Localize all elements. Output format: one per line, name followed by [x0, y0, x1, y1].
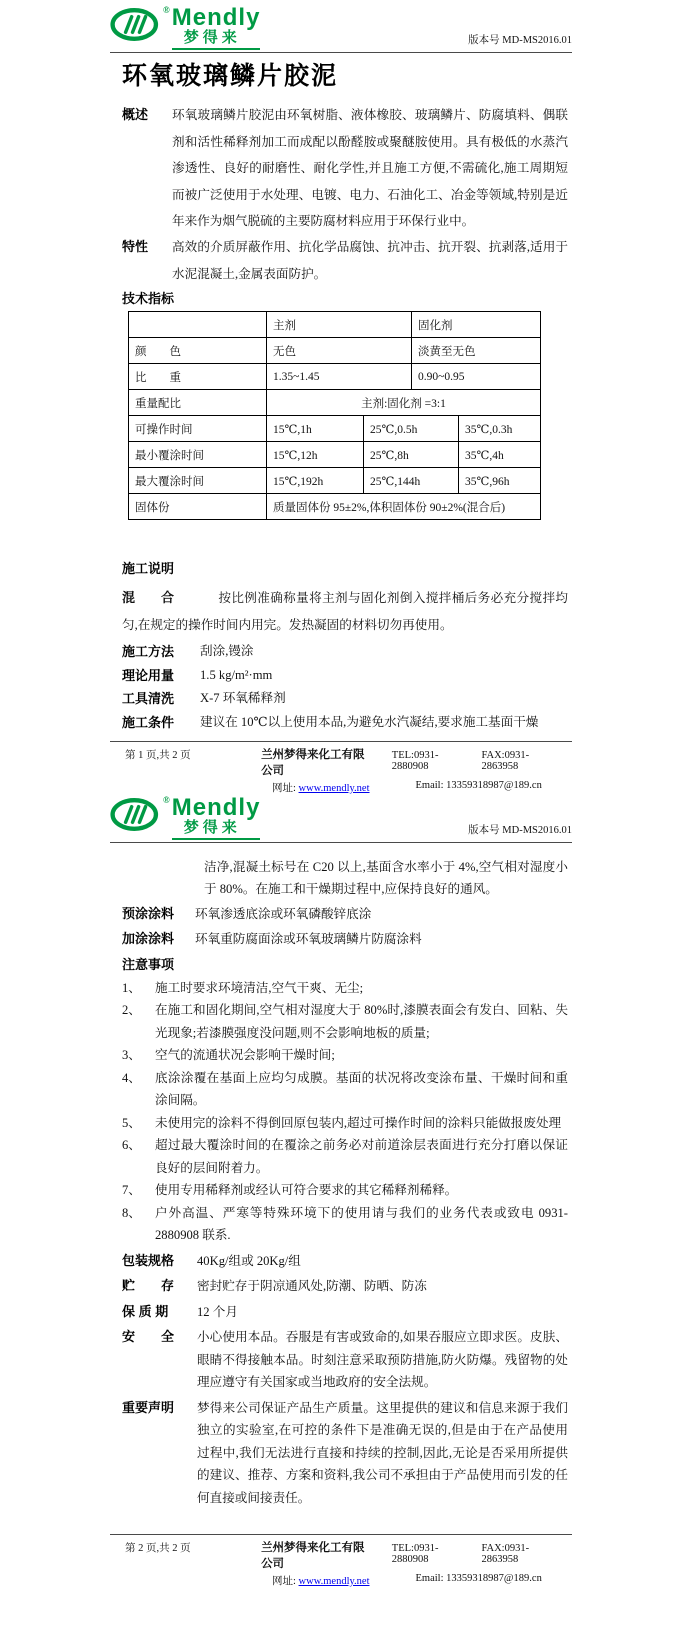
page2-content [122, 856, 568, 1509]
spec-cell: 15℃,192h [267, 468, 364, 494]
tel-value: TEL:0931-2880908 [391, 1543, 439, 1565]
note-text: 在施工和固化期间,空气相对湿度大于 80%时,漆膜表面会有发白、回粘、失光现象;若漆膜强度没问题,则不会影响地板的质量; [155, 1003, 568, 1040]
disclaimer-row [122, 1397, 568, 1510]
overview-section [122, 102, 568, 235]
spec-cell: 1.35~1.45 [267, 364, 412, 390]
row-value: 40Kg/组或 20Kg/组 [197, 1253, 301, 1268]
brand-wordmark: Mendly [171, 794, 261, 821]
note-text: 户外高温、严寒等特殊环境下的使用请与我们的业务代表或致电 0931-2880908 联系. [155, 1205, 568, 1242]
registered-mark-icon: ® [163, 5, 170, 15]
registered-mark-icon: ® [163, 795, 170, 805]
note-number: 3、 [122, 1048, 141, 1062]
mendly-logo-icon [110, 7, 162, 42]
row-label: 贮 存 [122, 1278, 175, 1293]
row-label: 施工方法 [122, 644, 175, 659]
precoat-row [122, 903, 568, 926]
row-label: 固体份 [129, 494, 267, 520]
note-number: 1、 [122, 980, 141, 995]
spec-cell: 主剂:固化剂 =3:1 [267, 390, 541, 416]
row-label: 保 质 期 [122, 1303, 169, 1319]
row-value: 环氧重防腐面涂或环氧玻璃鳞片防腐涂料 [195, 931, 422, 946]
fax-value: FAX:0931-2863958 [481, 1543, 530, 1565]
row-value: X-7 环氧稀释剂 [200, 691, 286, 705]
row-label: 加涂涂料 [122, 930, 175, 946]
row-label: 工具清洗 [122, 691, 175, 706]
note-item [122, 999, 568, 1044]
note-text: 超过最大覆涂时间的在覆涂之前务必对前道涂层表面进行充分打磨以保证良好的层间附着力。 [155, 1138, 568, 1175]
spec-cell: 35℃,0.3h [459, 416, 541, 442]
fax-value: FAX:0931-2863958 [481, 750, 530, 772]
row-label: 安 全 [122, 1329, 175, 1344]
feature-text: 高效的介质屏蔽作用、抗化学品腐蚀、抗冲击、抗开裂、抗剥落,适用于水泥混凝土,金属表面防护。 [172, 240, 568, 281]
row-value: 梦得来公司保证产品生产质量。这里提供的建议和信息来源于我们独立的实验室,在可控的条件下是准确无误的,但是由于在产品使用过程中,我们无法进行直接和持续的控制,因此,无论是否采用所提供的建议、推荐、方案和资料,我公司不承担由于产品使用而引发的任何直接或间接责任。 [197, 1400, 568, 1505]
row-label: 重要声明 [122, 1399, 175, 1415]
note-number: 2、 [122, 1003, 141, 1017]
brand-block [171, 4, 261, 50]
website-label: 网址: [272, 783, 296, 794]
row-label: 包装规格 [122, 1252, 175, 1268]
note-item [122, 1044, 568, 1067]
spec-table [128, 311, 541, 520]
row-value: 环氧渗透底涂或环氧磷酸锌底涂 [195, 907, 372, 921]
website-label: 网址: [272, 1576, 296, 1587]
page2-footer [110, 1534, 572, 1588]
note-item [122, 977, 568, 1000]
table-row-color [129, 338, 541, 364]
note-number: 6、 [122, 1138, 141, 1152]
website-link[interactable]: www.mendly.net [298, 1576, 370, 1587]
row-label: 最大覆涂时间 [129, 468, 267, 494]
tel-value: TEL:0931-2880908 [391, 750, 439, 772]
doc-title: 环氧玻璃鳞片胶泥 [122, 62, 339, 90]
row-value: 12 个月 [197, 1304, 238, 1319]
spec-cell: 淡黄至无色 [412, 338, 541, 364]
col-header-curing-agent: 固化剂 [412, 312, 541, 338]
email-row [416, 780, 542, 795]
table-row-mix-ratio [129, 390, 541, 416]
table-row-min-recoat [129, 442, 541, 468]
construction-row-cleaning [122, 687, 568, 711]
email-label: Email: [415, 780, 444, 791]
shelf-life-row [122, 1301, 568, 1324]
overview-label: 概述 [122, 107, 149, 122]
brand-chinese: 梦得来 [172, 819, 261, 840]
note-number: 5、 [122, 1115, 141, 1130]
construction-section [122, 560, 568, 734]
spec-cell: 25℃,144h [364, 468, 459, 494]
topcoat-row [122, 928, 568, 951]
page2-header [110, 794, 572, 843]
row-label: 重量配比 [129, 390, 267, 416]
company-name: 兰州梦得来化工有限公司 [261, 1542, 365, 1570]
spec-cell: 35℃,4h [459, 442, 541, 468]
construction-row-dosage [122, 664, 568, 688]
mendly-logo [110, 794, 261, 840]
spec-cell: 质量固体份 95±2%,体积固体份 90±2%(混合后) [267, 494, 541, 520]
safety-row [122, 1326, 568, 1394]
version-label: 版本号 MD-MS2016.01 [468, 825, 572, 836]
feature-section [122, 234, 568, 287]
note-text: 使用专用稀释剂或经认可符合要求的其它稀释剂稀释。 [155, 1183, 458, 1197]
row-value: 小心使用本品。吞服是有害或致命的,如果吞服应立即求医。皮肤、眼睛不得接触本品。时刻注意采取预防措施,防火防爆。残留物的处理应遵守有关国家或当地政府的安全法规。 [197, 1330, 568, 1389]
mix-text: 按比例准确称量将主剂与固化剂倒入搅拌桶后务必充分搅拌均匀,在规定的操作时间内用完。发热凝固的材料切勿再使用。 [122, 591, 568, 632]
packaging-row [122, 1250, 568, 1273]
row-label: 理论用量 [122, 667, 175, 683]
construction-row-method [122, 640, 568, 664]
website-row [272, 780, 370, 795]
email-label: Email: [415, 1573, 444, 1584]
note-number: 7、 [122, 1183, 141, 1197]
table-row-solids [129, 494, 541, 520]
spec-cell: 25℃,0.5h [364, 416, 459, 442]
table-row-gravity [129, 364, 541, 390]
row-value: 密封贮存于阴凉通风处,防潮、防晒、防冻 [197, 1279, 427, 1293]
mix-label: 混 合 [122, 590, 175, 605]
mix-paragraph [122, 585, 568, 638]
note-item [122, 1179, 568, 1202]
note-item [122, 1112, 568, 1135]
construction-heading: 施工说明 [122, 561, 175, 576]
row-label: 可操作时间 [129, 416, 267, 442]
table-header-row [129, 312, 541, 338]
note-number: 8、 [122, 1205, 141, 1220]
feature-label: 特性 [122, 239, 149, 254]
conditions-continuation-text: 洁净,混凝土标号在 C20 以上,基面含水率小于 4%,空气相对湿度小于 80%。在施工和干燥期过程中,应保持良好的通风。 [204, 860, 568, 896]
website-row [272, 1573, 370, 1588]
col-header-main-agent: 主剂 [267, 312, 412, 338]
note-text: 底涂涂覆在基面上应均匀成膜。基面的状况将改变涂布量、干燥时间和重涂间隔。 [155, 1070, 568, 1107]
version-label: 版本号 MD-MS2016.01 [468, 35, 572, 46]
note-number: 4、 [122, 1070, 141, 1085]
page-number: 第 2 页,共 2 页 [125, 1543, 191, 1554]
website-link[interactable]: www.mendly.net [298, 783, 370, 794]
brand-wordmark: Mendly [171, 4, 261, 31]
overview-text: 环氧玻璃鳞片胶泥由环氧树脂、液体橡胶、玻璃鳞片、防腐填料、偶联剂和活性稀释剂加工而成配以酚醛胺或聚醚胺使用。具有极低的水蒸汽渗透性、良好的耐磨性、耐化学性,并且施工方便,不需硫化,施工周期短而被广泛使用于水处理、电镀、电力、石油化工、冶金等领域,特别是近年来作为烟气脱硫的主要防腐材料应用于环保行业中。 [172, 108, 568, 228]
table-row-pot-life [129, 416, 541, 442]
brand-block [171, 794, 261, 840]
row-value: 1.5 kg/m²·mm [200, 667, 273, 682]
table-row-max-recoat [129, 468, 541, 494]
tech-indicators-heading: 技术指标 [122, 291, 175, 306]
spec-cell: 无色 [267, 338, 412, 364]
storage-row [122, 1275, 568, 1298]
row-label: 预涂涂料 [122, 906, 175, 921]
row-label: 施工条件 [122, 714, 175, 730]
mendly-logo [110, 4, 261, 50]
notes-heading: 注意事项 [122, 957, 175, 972]
page-number: 第 1 页,共 2 页 [125, 750, 191, 761]
note-item [122, 1134, 568, 1179]
email-row [416, 1573, 542, 1588]
row-value: 刮涂,镘涂 [200, 644, 254, 658]
spec-cell: 25℃,8h [364, 442, 459, 468]
mendly-logo-icon [110, 797, 162, 832]
brand-chinese: 梦得来 [172, 29, 261, 50]
spec-cell: 35℃,96h [459, 468, 541, 494]
email-value: 13359318987@189.cn [446, 780, 542, 791]
row-label: 最小覆涂时间 [129, 442, 267, 468]
note-item [122, 1202, 568, 1247]
note-text: 施工时要求环境清洁,空气干爽、无尘; [155, 980, 364, 995]
spec-cell: 0.90~0.95 [412, 364, 541, 390]
row-value: 建议在 10℃以上使用本品,为避免水汽凝结,要求施工基面干燥 [200, 714, 539, 729]
row-label: 比 重 [129, 364, 267, 390]
note-text: 空气的流通状况会影响干燥时间; [155, 1048, 335, 1062]
note-item [122, 1067, 568, 1112]
note-text: 未使用完的涂料不得倒回原包装内,超过可操作时间的涂料只能做报废处理 [155, 1115, 562, 1130]
row-label: 颜 色 [129, 338, 267, 364]
page1-header [110, 4, 572, 53]
spec-cell: 15℃,12h [267, 442, 364, 468]
email-value: 13359318987@189.cn [446, 1573, 542, 1584]
spec-cell: 15℃,1h [267, 416, 364, 442]
construction-row-conditions [122, 711, 568, 735]
spec-cell-empty [129, 312, 267, 338]
company-name: 兰州梦得来化工有限公司 [261, 749, 365, 777]
page1-footer [110, 741, 572, 795]
